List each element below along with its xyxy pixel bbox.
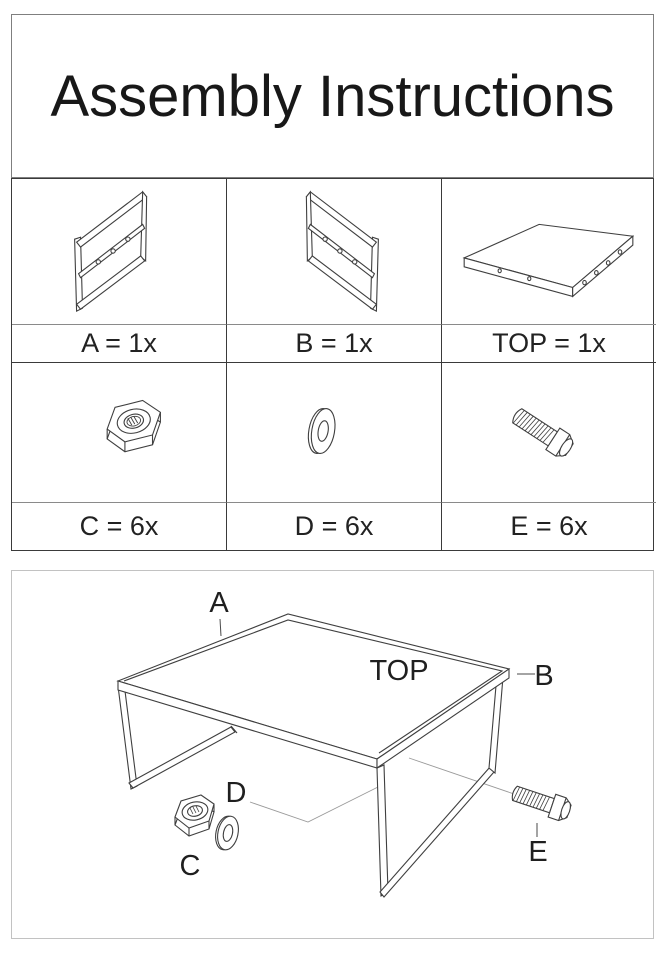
diagram-label-c: C	[179, 850, 201, 882]
title-box	[11, 14, 654, 178]
table-top-icon	[442, 180, 656, 324]
hex-nut-icon	[12, 364, 226, 502]
diagram-label-e: E	[528, 836, 548, 868]
hex-bolt-icon	[442, 364, 656, 502]
table-top-drawing	[118, 614, 509, 768]
part-b-label: B = 1x	[227, 325, 442, 363]
side-frame-a-icon	[12, 180, 226, 324]
assembly-diagram	[11, 570, 654, 939]
part-e-label: E = 6x	[510, 511, 588, 541]
part-a-cell	[12, 179, 227, 325]
part-b-cell	[227, 179, 442, 325]
part-a-label: A = 1x	[12, 325, 227, 363]
part-d-cell	[227, 363, 442, 503]
page-title: Assembly Instructions	[50, 63, 615, 129]
diagram-label-d: D	[225, 777, 247, 809]
part-c-label: C = 6x	[12, 503, 227, 550]
part-e-cell	[442, 363, 656, 503]
diagram-label-a: A	[209, 587, 229, 619]
side-frame-b-icon	[227, 180, 441, 324]
part-d-label: D = 6x	[227, 503, 442, 550]
part-top-label: TOP = 1x	[442, 325, 656, 363]
washer-icon	[227, 364, 441, 502]
parts-table	[11, 178, 654, 551]
diagram-label-top: TOP	[369, 655, 429, 687]
part-top-cell	[442, 179, 656, 325]
part-c-cell	[12, 363, 227, 503]
bolt-drawing	[509, 781, 573, 823]
diagram-label-b: B	[534, 660, 554, 692]
nut-drawing	[175, 795, 214, 836]
washer-drawing	[213, 814, 242, 851]
